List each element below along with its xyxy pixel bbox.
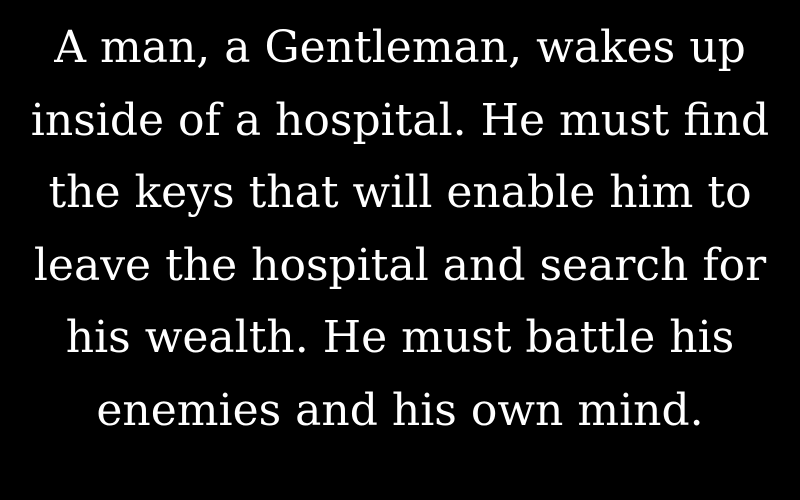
story-line: leave the hospital and search for [33,239,767,291]
story-line: the keys that will enable him to [48,167,752,218]
story-line: inside of a hospital. He must find [30,94,770,146]
story-text [0,12,800,447]
story-line: A man, a Gentleman, wakes up [54,22,746,73]
story-line: enemies and his own mind. [96,384,704,436]
story-line: his wealth. He must battle his [65,312,735,363]
